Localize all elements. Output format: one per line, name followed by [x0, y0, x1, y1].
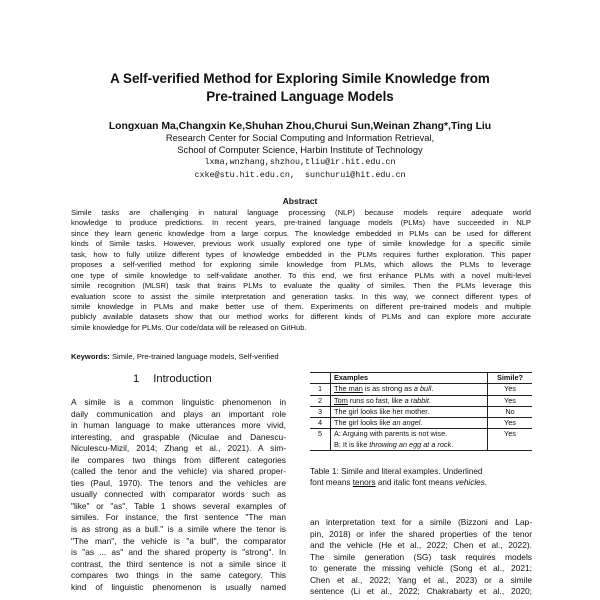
simile-examples-table	[310, 372, 532, 451]
body-line: an interpretation text for a simile (Bizzoni and Lap-	[310, 517, 532, 527]
abstract-body	[71, 208, 531, 333]
row-answer: Yes	[488, 429, 533, 451]
keywords	[71, 352, 531, 361]
body-line: kind of linguistic phenomenon is usually named	[71, 581, 286, 592]
abstract-line: kinds of Simile tasks. However, previous work usually explored one type of simile knowledge for a specific simile	[71, 239, 531, 249]
tenor-text: The man	[334, 384, 363, 394]
table-caption	[310, 466, 532, 488]
email-line: lxma,wnzhang,shzhou,tliu@ir.hit.edu.cn	[204, 157, 396, 168]
dialogue-line-b	[334, 440, 484, 450]
example-end: .	[431, 384, 434, 394]
row-num: 5	[310, 429, 331, 451]
caption-vehicles: vehicles	[455, 478, 485, 488]
row-example	[331, 418, 488, 429]
vehicle-text: throwing an egg at a rock	[369, 439, 452, 449]
body-line: is as strong as a bull." is a simile where the tenor is	[71, 524, 286, 535]
row-answer: Yes	[488, 395, 533, 406]
table-row	[310, 429, 532, 451]
abstract-line: simile recognition (MLSR) task that trains PLMs to evaluate the quality of similes. Then the PLMs leverage this	[71, 281, 531, 291]
affiliation-block	[60, 132, 540, 181]
body-line: compares two things in the same category. This	[71, 570, 286, 581]
body-line: interesting, and graspable (Niculae and Danescu-	[71, 431, 286, 442]
body-line: "The man", the vehicle is "a bull", the comparator	[71, 535, 286, 546]
row-example	[331, 406, 488, 417]
example-text: B: It is like	[334, 439, 370, 449]
tenor-text: Tom	[334, 395, 348, 405]
intro-left-column	[71, 397, 286, 593]
body-line: usually connected with comparator words such as	[71, 489, 286, 500]
body-line: pin, 2018) or infer the shared properties of the tenor	[310, 528, 532, 539]
row-example	[331, 384, 488, 395]
vehicle-text: an angel	[392, 418, 421, 428]
row-example	[331, 395, 488, 406]
section-title: Introduction	[153, 373, 212, 385]
row-answer: Yes	[488, 418, 533, 429]
header-simile: Simile?	[488, 373, 533, 384]
table-row	[310, 384, 532, 395]
keywords-label: Keywords:	[71, 352, 110, 361]
dialogue-line-a: A: Arguing with parents is not wise.	[334, 429, 448, 439]
table-header-row	[310, 373, 532, 384]
body-line: to generate the missing vehicle (Song et al., 2021;	[310, 563, 532, 574]
body-line: ile compares two things from different categories	[71, 454, 286, 465]
row-example	[331, 429, 488, 451]
example-end: .	[428, 395, 431, 405]
table-row	[310, 406, 532, 417]
abstract-line: task, how to fully utilize different types of knowledge embedded in the PLMs requires further exploration. This paper	[71, 249, 531, 259]
body-line: Niculescu-Mizil, 2014; Zhang et al., 2021). A sim-	[71, 443, 286, 454]
row-num: 1	[310, 384, 331, 395]
body-line: and the vehicle (He et al., 2022; Chen et al., 2022).	[310, 540, 532, 551]
section-number: 1	[133, 373, 140, 385]
vehicle-text: a bull	[413, 384, 432, 394]
abstract-line: knowledge to produce predictions. In recent years, pre-trained language models (PLMs) have succeeded in NLP	[71, 218, 531, 228]
table-row	[310, 395, 532, 406]
row-answer: No	[488, 406, 533, 417]
body-line: in human language to make utterances more vivid,	[71, 420, 286, 431]
intro-right-column	[310, 517, 532, 598]
abstract-line: evaluation score to assist the simile interpretation and generation tasks. In this way, we connect different types of	[71, 291, 531, 301]
example-text: is as strong as	[362, 384, 414, 394]
affiliation-line: School of Computer Science, Harbin Institute of Technology	[177, 145, 423, 156]
caption-end: .	[484, 478, 488, 488]
caption-text: font means	[310, 478, 353, 488]
author-list: Longxuan Ma,Changxin Ke,Shuhan Zhou,Churui Sun,Weinan Zhang*,Ting Liu	[108, 121, 492, 132]
abstract-line: proposes a self-verified method for exploring simile knowledge from PLMs, which allows the PLMs to leverage	[71, 260, 531, 270]
body-line: is "as ... as" and the shared property is "strong". In	[71, 547, 286, 558]
body-line: ties (Paul, 1970). The tenors and the vehicles are	[71, 477, 286, 488]
caption-text: and italic font means	[375, 478, 456, 488]
caption-tenors: tenors	[352, 478, 376, 488]
abstract-line: Simile tasks are challenging in natural language processing (NLP) because models require adequate world	[71, 208, 531, 217]
body-line: sentence (Li et al., 2022; Chakrabarty et al., 2020;	[310, 586, 532, 597]
title-line: A Self-verified Method for Exploring Simile Knowledge from	[110, 71, 490, 86]
abstract-line: simile knowledge in PLMs and make better use of them. Experiments on different pre-trained models and multiple	[71, 301, 531, 311]
example-end: .	[451, 439, 454, 449]
title-line: Pre-trained Language Models	[206, 89, 394, 104]
email-line: cxke@stu.hit.edu.cn, sunchurui@hit.edu.cn	[194, 169, 406, 180]
row-answer: Yes	[488, 384, 533, 395]
example-end: .	[420, 418, 423, 428]
caption-line	[310, 477, 532, 488]
abstract-line: since they learn generic knowledge from a large corpus. The knowledge embedded in PLMs can be used for different	[71, 228, 531, 238]
body-line: "like" or "as". Table 1 shows several examples of	[71, 500, 286, 511]
abstract-heading: Abstract	[282, 196, 318, 206]
body-line: contrast, the third sentence is not a simile since it	[71, 558, 286, 569]
paper-title	[70, 70, 530, 106]
keywords-text: Simile, Pre-trained language models, Self-verified	[109, 352, 279, 361]
body-line: Chen et al., 2022; Yang et al., 2023) or a simile	[310, 574, 532, 585]
row-num: 3	[310, 406, 331, 417]
table-row	[310, 418, 532, 429]
body-line: daily communication and plays an important role	[71, 408, 286, 419]
affiliation-line: Research Center for Social Computing and Information Retrieval,	[165, 133, 435, 143]
body-line: A simile is a common linguistic phenomenon in	[71, 397, 286, 407]
abstract-line: simile knowledge for PLMs. Our code/data will be released on GitHub.	[71, 322, 307, 332]
body-line: (called the tenor and the vehicle) via shared proper-	[71, 466, 286, 477]
header-examples: Examples	[331, 373, 488, 384]
abstract-line: publicly available datasets show that our method works for different kinds of PLMs and can explore more accurate	[71, 312, 531, 322]
example-text: The girl looks like her mother.	[334, 406, 430, 416]
caption-line: Table 1: Simile and literal examples. Underlined	[310, 467, 483, 476]
body-line: similes. For instance, the first sentence "The man	[71, 512, 286, 523]
row-num: 4	[310, 418, 331, 429]
abstract-line: one type of simile knowledge to self-validate another. To this end, we first enhance PLMs with a novel multi-level	[71, 270, 531, 280]
section-heading	[133, 373, 212, 385]
header-num	[310, 373, 331, 384]
row-num: 2	[310, 395, 331, 406]
example-text: runs so fast, like	[347, 395, 405, 405]
body-line: The simile generation (SG) task requires models	[310, 551, 532, 562]
example-text: The girl looks like	[334, 418, 393, 428]
vehicle-text: a rabbit	[404, 395, 429, 405]
